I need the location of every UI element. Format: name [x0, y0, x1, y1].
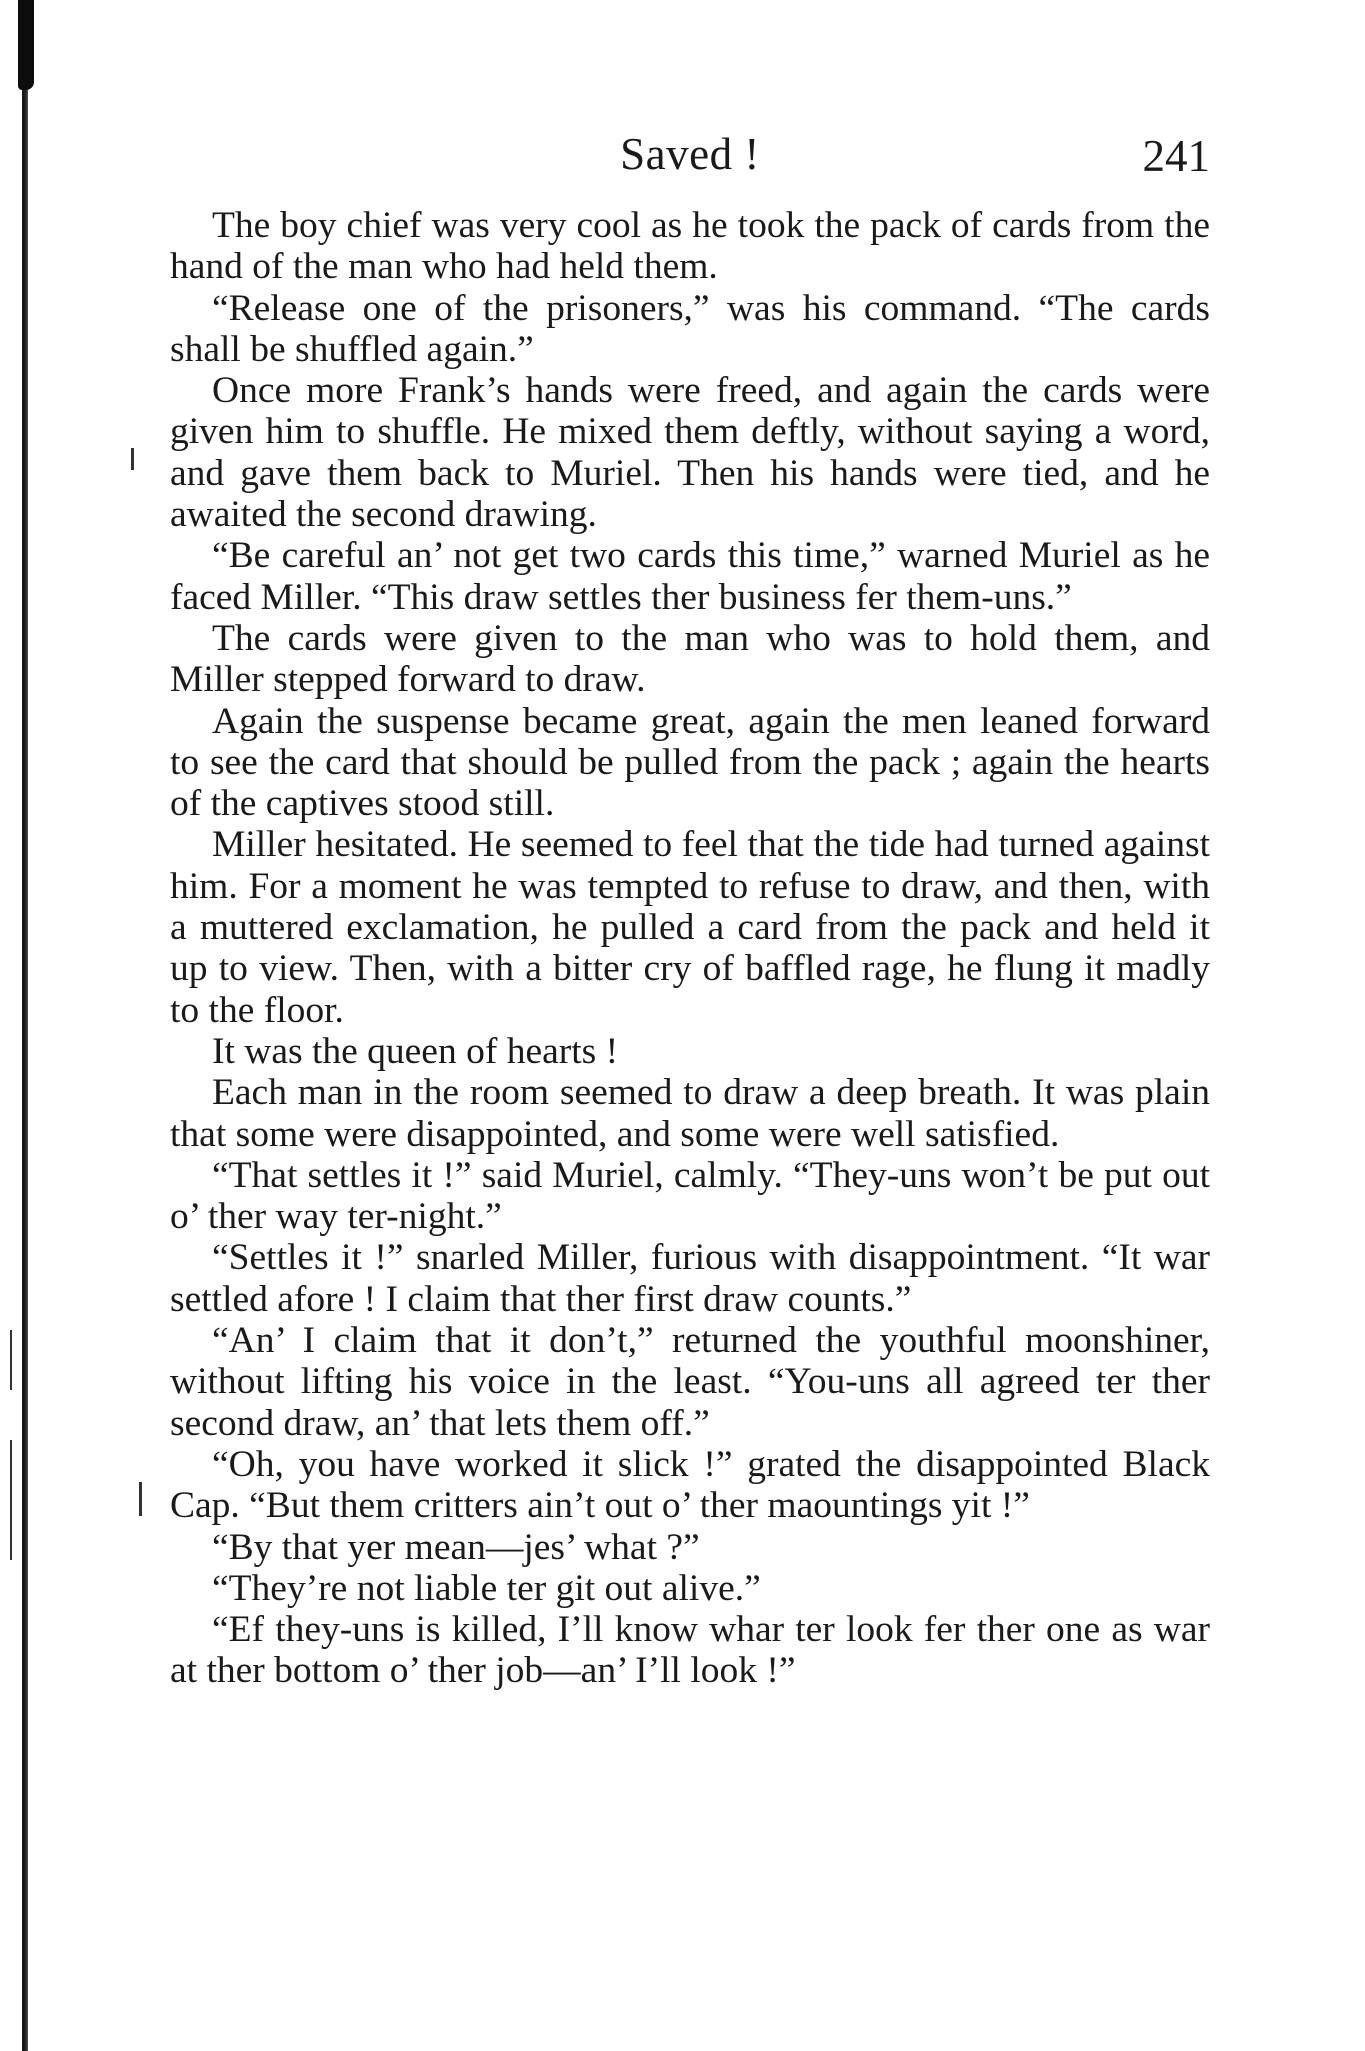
- paragraph: “They’re not liable ter git out alive.”: [212, 1567, 761, 1609]
- paragraph: The cards were given to the man who was to hold them, and Miller stepped forward to draw.: [170, 617, 1210, 701]
- paragraph: “An’ I claim that it don’t,” returned the youthful moonshiner, without lifting his voice in the least. “You-uns all agreed ter ther second draw, an’ that lets them off.”: [170, 1320, 1210, 1444]
- binding-shadow: [22, 0, 28, 2051]
- binding-ink-blot: [18, 0, 34, 90]
- paragraph: “That settles it !” said Muriel, calmly. “They-uns won’t be put out o’ ther way ter-night.”: [170, 1154, 1210, 1238]
- paragraph: It was the queen of hearts !: [212, 1030, 619, 1072]
- paragraph: Miller hesitated. He seemed to feel that the tide had turned against him. For a moment he was tempted to refuse to draw, and then, with a muttered exclamation, he pulled a card from the pack and held it up to view. Then, with a bitter cry of baffled rage, he flung it madly to the floor.: [170, 824, 1210, 1031]
- page-header: [170, 128, 1210, 188]
- page-number: 241: [1142, 131, 1210, 181]
- paragraph: “Release one of the prisoners,” was his command. “The cards shall be shuffled again.”: [170, 287, 1210, 370]
- paragraph: The boy chief was very cool as he took the pack of cards from the hand of the man who had held them.: [170, 205, 1210, 288]
- margin-mark: [10, 1330, 12, 1390]
- body-text: [170, 205, 1210, 1692]
- margin-mark: [139, 1482, 142, 1516]
- paragraph: “Be careful an’ not get two cards this time,” warned Muriel as he faced Miller. “This draw settles ther business fer them-uns.”: [170, 535, 1210, 618]
- paragraph: “Settles it !” snarled Miller, furious with disappointment. “It war settled afore ! I claim that ther first draw counts.”: [170, 1237, 1210, 1320]
- margin-mark: [131, 448, 134, 470]
- paragraph: Once more Frank’s hands were freed, and again the cards were given him to shuffle. He mixed them deftly, without saying a word, and gave them back to Muriel. Then his hands were tied, and he awaited the second drawing.: [170, 370, 1210, 536]
- paragraph: “Ef they-uns is killed, I’ll know whar ter look fer ther one as war at ther bottom o’ ther job—an’ I’ll look !”: [170, 1609, 1210, 1692]
- paragraph: Again the suspense became great, again the men leaned forward to see the card that should be pulled from the pack ; again the hearts of the captives stood still.: [170, 700, 1210, 825]
- margin-mark: [10, 1440, 12, 1560]
- paragraph: Each man in the room seemed to draw a deep breath. It was plain that some were disappointed, and some were well satisfied.: [170, 1072, 1210, 1155]
- paragraph: “Oh, you have worked it slick !” grated the disappointed Black Cap. “But them critters ain’t out o’ ther maountings yit !”: [170, 1443, 1210, 1527]
- binding-edge: [22, 0, 32, 2051]
- paragraph: “By that yer mean—jes’ what ?”: [212, 1526, 700, 1568]
- running-head: Saved !: [620, 129, 760, 179]
